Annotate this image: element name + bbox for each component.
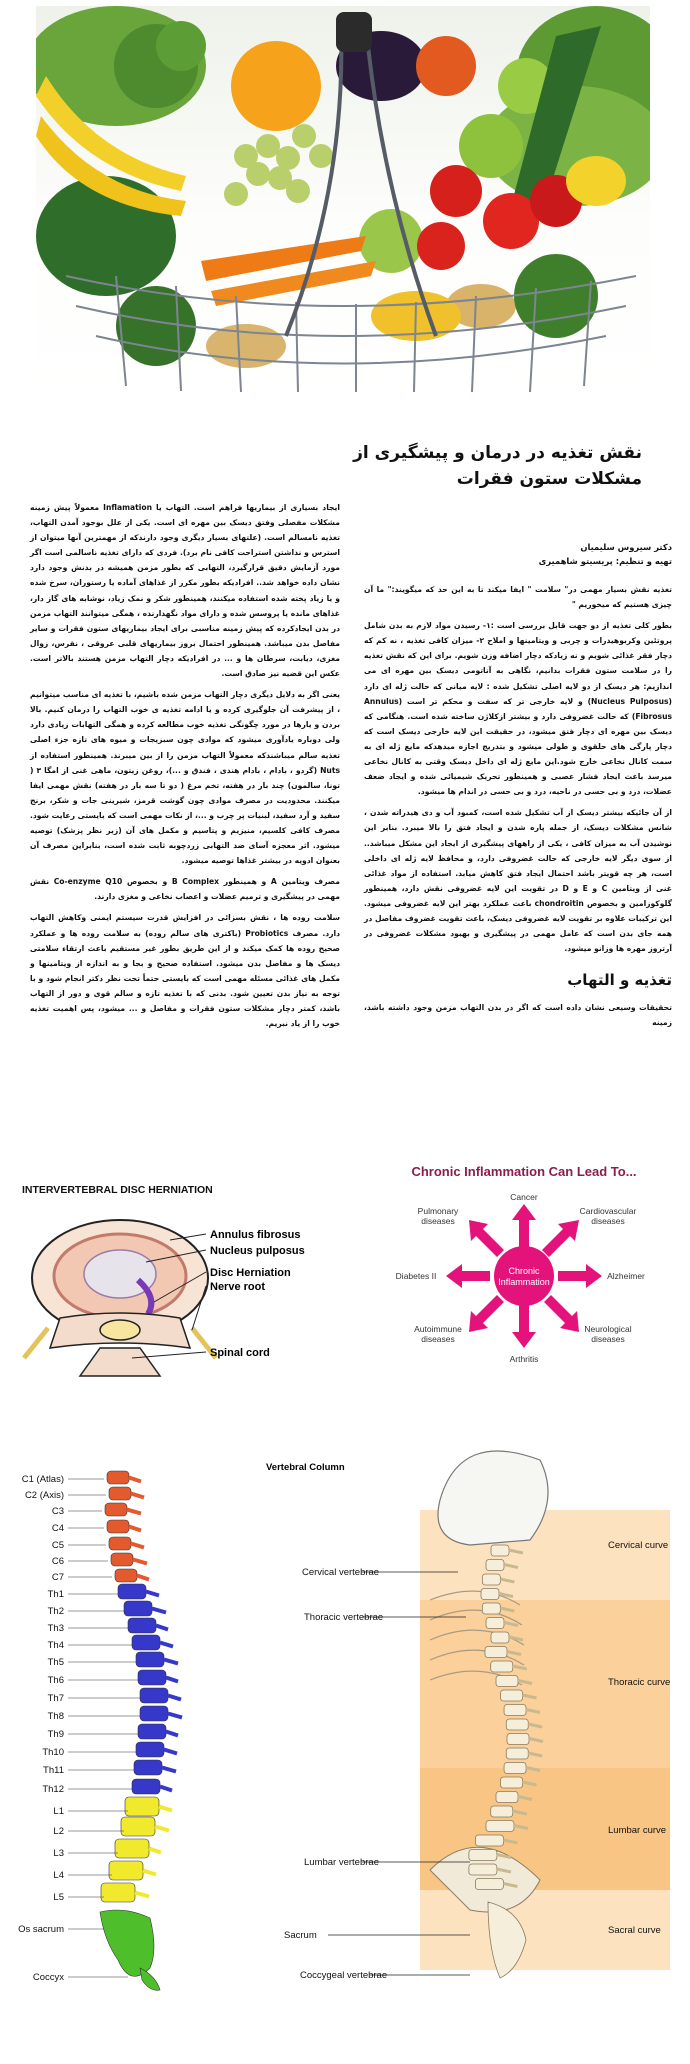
vertebra-label: Th12 [42, 1784, 64, 1795]
side-vertebra [469, 1850, 497, 1861]
label-annulus-fibrosus: Annulus fibrosus [210, 1229, 301, 1241]
vertebra-block [138, 1724, 166, 1739]
outcome-autoimmune-2: diseases [421, 1334, 455, 1344]
paragraph: بطور کلی تغذیه از دو جهت قابل بررسی است :۱- رسیدن مواد لازم به بدن شامل پروتئین وکربوهیدرات و چربی و ویتامینها و املاح ۲- میزان کافی تغذیه ، نه کم که دچار فقر غذائی شویم و نه زیادکه دچار اضافه وزن شویم. برای این که نقش تغذیه را در سلامت ستون فقرات بدانیم، نگاهی به آناتومی دیسک بین مهره ای می اندازیم: هر دیسک از دو لایه اصلی تشکیل شده : لایه میانی که حالت ژله ای دارد (Nucleus Pulposus) و لایه خارجی تر که سفت و محکم تر است (Annulus Fibrosus) که حالت غضروفی دارد و بیشتر ازکلاژن ساخته شده است. هنگامی که دیسک بین مهره ای دچار فتق میشود، در حقیقت این لایه خارجی دیسک است که دچار پارگی های حلقوی و طولی میشود و بتدریج اجازه میدهدکه مایع ژله ای به سمت کانال نخاعی خارج شود.این مایع ژله ای داخل دیسک وقتی به کانال نخاعی میرسد باعث ایجاد فشار عصبی و همینطور تحریک شیمیائی شده و ایجاد ضعف عضلات، درد و بی حسی در ناحیه، درد و بی حسی در اندام ها میشود. [364, 621, 672, 797]
side-vertebra [496, 1676, 518, 1687]
side-vertebra [506, 1719, 528, 1730]
vertebra-label: Th8 [47, 1711, 64, 1722]
skull-illustration [438, 1451, 548, 1545]
vertebra-process [160, 1787, 172, 1791]
vertebra-process [159, 1807, 172, 1811]
vertebra-block [107, 1520, 129, 1533]
label-disc-herniation: Disc Herniation [210, 1267, 291, 1279]
vertebra-label: Th9 [47, 1729, 64, 1740]
side-vertebra [501, 1690, 523, 1701]
vertebra-label: Th5 [47, 1657, 64, 1668]
vertebra-label: C3 [51, 1506, 64, 1517]
label-spinal-cord: Spinal cord [210, 1347, 270, 1359]
vertebra-block [140, 1688, 168, 1703]
produce-basket-photo [36, 6, 650, 392]
vertebral-column-diagram [0, 1440, 690, 2050]
vertebra-label: L3 [53, 1848, 64, 1859]
side-vertebra [475, 1879, 503, 1890]
region-lumbar: Lumbar vertebrae [304, 1857, 379, 1868]
region-coccygeal: Coccygeal vertebrae [300, 1970, 388, 1981]
vertebra-label: L4 [53, 1870, 64, 1881]
side-vertebra [504, 1705, 526, 1716]
vertebra-process [135, 1893, 149, 1897]
side-vertebra [482, 1603, 500, 1614]
vertebra-block [121, 1817, 155, 1836]
vertebra-label: Th2 [47, 1606, 64, 1617]
vertebra-process [129, 1478, 141, 1482]
curve-thoracic: Thoracic curve [608, 1677, 671, 1688]
side-vertebra [507, 1734, 529, 1745]
vertebra-process [137, 1576, 149, 1580]
side-vertebra [491, 1806, 513, 1817]
vertebra-label: L5 [53, 1892, 64, 1903]
side-vertebra [506, 1748, 528, 1759]
vertebra-label: C2 (Axis) [24, 1490, 64, 1501]
vertebra-label: C4 [51, 1523, 64, 1534]
paragraph: یعنی اگر به دلایل دیگری دچار التهاب مزمن شده باشیم، با تغذیه ای مناسب میتوانیم ، از پیشرفت آن جلوگیری کرده و یا ادامه تغذیه ی خوب التهاب را درمان کنیم. بالا بردن و یارها در مورد چگونگی تغذیه خوب مطالعه کرده و همگی التهابات زیادی دارد ولی دوباره یادآوری میشود که موادی چون سبزیجات و میوه های تازه جزء اصلی تغذیه سالم میباشندکه معمولاً التهاب مزمن را از بین میبرند. همینطور استفاده از Nuts (گردو ، بادام ، بادام هندی ، فندق و ...)، روغن زیتون، ماهی غنی از امگا ۳ ( تونا، سالمون) چند بار در هفته، تخم مرغ ( دو تا سه بار در هفته) نقش مهمی ایفا میکنند. محدودیت در مصرف موادی چون گوشت قرمز، شیرینی جات و شکر، برنج سفید و آرد سفید، لبنیات پر چرب و ...، از نکات مهمی است که بایستی رعایت شود. مصرف کافی کلسیم، منیزیم و پتاسیم و مکمل های آن (زیر نظر پزشک) توصیه میشود. اثر معجزه آسای ضد التهابی زردچوبه ثابت شده است، بنابراین مصرف آن بعنوان ادویه در بیشتر غذاها توصیه میشود. [30, 690, 340, 866]
curve-sacral: Sacral curve [608, 1925, 661, 1936]
vertebra-label: Th11 [43, 1765, 64, 1776]
paragraph: سلامت روده ها ، نقش بسزائی در افزایش قدرت سیستم ایمنی وکاهش التهاب دارد. مصرف Probiotics (باکتری های سالم روده) به سلامت روده ها و عملکرد صحیح روده ها کمک میکند و از این طریق بطور غیر مستقیم باعث ارتقاء سلامتی دیسک ها و مفاصل بدن میشود. استفاده صحیح و بجا و به اندازه از ویتامینها و مکمل های غذائی مسئله مهمی است که بایستی حتماً تحت نظر دکتر انجام شود و با توجه به نیاز بدن تعیین شود. بدنی که با تغذیه تازه و سالم قوی و دور از التهاب باشد، کمتر دچار مشکلات ستون فقرات و مفاصل و ... میشود، پس اهمیت تغذیه خوب را از یاد نبریم. [30, 913, 341, 1029]
side-vertebra [491, 1545, 509, 1556]
vertebra-process [131, 1544, 144, 1548]
paragraph: ایجاد بسیاری از بیماریها فراهم است. التهاب یا Inflamation معمولاً پیش زمینه مشکلات مفصلی وفتق دیسک بین مهره ای است. یکی از علل بوجود آمدن التهاب، تغذیه نامسالم است. (علتهای بسیار دیگری وجود دارندکه از مهمترین آنها میتوان از استرس و نداشتن استراحت کافی نام برد). فردی که دارای تغذیه ناسالمی است اگر مورد آزمایش دقیق قرارگیرد، التهابی که بطور مزمن همیشه در بدنش وجود دارد نشان داده خواهد شد.. افرادیکه بطور مکرر از غذاهای آماده یا رستوران، سرخ شده و یا زیاد پخته شده استفاده میکنند، همینطور شکر و نمک زیاد، نوشابه های گاز دار، غذاهای مانده یا پروسس شده و دارای مواد نگهدارنده ، همگی میتوانند التهاب مزمن در بدن ایجادکرده که پیش زمینه مناسبی برای ایجاد بیماریهای ستون فقرات و سایر مفاصل بدن میباشد. همینطور احتمال بروز بیماریهای قلبی عروقی ، نقرس، زوال مغزی، دیابت، سرطان ها و ... در افرادیکه دچار التهاب مزمن هستند بالاتر است. عکس این قضیه نیز صادق است. [30, 503, 340, 679]
side-vertebra [486, 1560, 504, 1571]
prepared-by: تهیه و تنظیم: پریسیتو شاهمیری [538, 556, 672, 566]
label-nucleus-pulposus: Nucleus pulposus [210, 1245, 305, 1257]
vertebra-label: L1 [53, 1806, 64, 1817]
article-title-line-1: نقش تغذیه در درمان و پیشگیری از [353, 443, 642, 463]
vertebra-block [111, 1553, 133, 1566]
vertebra-label: C7 [51, 1572, 64, 1583]
vertebra-block [140, 1706, 168, 1721]
vertebra-block [107, 1471, 129, 1484]
vertebra-process [168, 1714, 182, 1718]
side-vertebra [482, 1574, 500, 1585]
side-vertebra [486, 1821, 514, 1832]
vertebra-block [132, 1779, 160, 1794]
vertebra-process [164, 1750, 177, 1754]
vertebra-block [118, 1584, 146, 1599]
side-vertebra [491, 1632, 509, 1643]
outcome-arthritis: Arthritis [509, 1354, 539, 1364]
side-vertebra [504, 1763, 526, 1774]
vertebra-process [149, 1849, 161, 1853]
side-vertebra [496, 1792, 518, 1803]
vertebra-label: Th6 [47, 1675, 64, 1686]
vertebra-process [156, 1626, 168, 1630]
outcome-neurological: Neurological [584, 1324, 632, 1334]
vertebra-label: C5 [51, 1540, 64, 1551]
vertebra-process [131, 1494, 144, 1498]
vertebra-block [101, 1883, 135, 1902]
outcome-cardiovascular-2: diseases [591, 1216, 625, 1226]
label-nerve-root: Nerve root [210, 1281, 266, 1293]
vertebra-label: Th10 [42, 1747, 64, 1758]
outcome-neurological-2: diseases [591, 1334, 625, 1344]
vertebra-block [109, 1861, 143, 1880]
vertebra-process [164, 1660, 178, 1664]
vertebra-process [168, 1696, 181, 1700]
curve-cervical: Cervical curve [608, 1540, 669, 1551]
vertebra-block [138, 1670, 166, 1685]
vertebra-label: Th1 [47, 1589, 64, 1600]
vertebra-block [134, 1760, 162, 1775]
vertebra-process [146, 1592, 159, 1596]
section-heading: تغذیه و التهاب [567, 971, 672, 990]
vertebra-block [124, 1601, 152, 1616]
center-label-line-2: Inflammation [498, 1277, 550, 1287]
curve-lumbar: Lumbar curve [608, 1825, 667, 1836]
vertebra-process [166, 1732, 178, 1736]
vertebra-label: C6 [51, 1556, 64, 1567]
vertebra-label: Th7 [47, 1693, 64, 1704]
side-vertebra [486, 1618, 504, 1629]
vertebra-block [115, 1839, 149, 1858]
vertebra-process [127, 1510, 141, 1514]
vertebra-block [128, 1618, 156, 1633]
side-vertebra [481, 1589, 499, 1600]
chronic-inflammation-diagram [376, 1158, 672, 1390]
article-column-right [364, 540, 672, 1036]
region-sacrum: Sacrum [284, 1930, 317, 1941]
coccyx-shape [140, 1968, 160, 1990]
outcome-diabetes: Diabetes II [395, 1271, 437, 1281]
region-thoracic: Thoracic vertebrae [304, 1612, 384, 1623]
vertebra-block [109, 1537, 131, 1550]
center-label-line-1: Chronic [508, 1266, 540, 1276]
vertebra-block [132, 1635, 160, 1650]
outcome-cardiovascular: Cardiovascular [579, 1206, 637, 1216]
article-title-line-2: مشکلات ستون فقرات [456, 469, 642, 489]
vertebra-label: Coccyx [32, 1972, 64, 1983]
vertebra-block [115, 1569, 137, 1582]
vertebra-process [143, 1871, 156, 1875]
colored-spine [100, 1471, 182, 1990]
paragraph: تحقیقات وسیعی نشان داده است که اگر در بدن التهاب مزمن وجود داشته باشد، زمینه [364, 1003, 672, 1028]
paragraph: مصرف ویتامین A و همینطور B Complex و بخصوص Co-enzyme Q10 نقش مهمی در پیشگیری و ترمیم عضلات و اعصاب نخاعی و مغزی دارند. [30, 877, 340, 902]
vertebra-label: Th4 [47, 1640, 64, 1651]
vertebra-block [136, 1652, 164, 1667]
vertebra-process [162, 1768, 176, 1772]
sacrum-shape [100, 1910, 154, 1976]
paragraph: تغذیه نقش بسیار مهمی در" سلامت " ایفا میکند تا به این حد که میگویند:" ما آن چیزی هستیم که میخوریم " [364, 585, 672, 610]
chronic-panel-title: Chronic Inflammation Can Lead To... [411, 1164, 637, 1179]
vertebra-label: Os sacrum [18, 1924, 64, 1935]
vertebra-block [109, 1487, 131, 1500]
article-title [342, 440, 642, 492]
paragraph: از آن جائیکه بیشتر دیسک از آب تشکیل شده است، کمبود آب و دی هیدراته شدن ، شانس مشکلات دیسک، از جمله پاره شدن و ایجاد فتق را بالا میبرد. بنابر این نوشیدن آب به میزان کافی ، یکی از راههای پیشگیری از ایجاد این مشکل میباشد.. از سوی دیگر لایه خارجی که حالت غضروفی دارد، و محافظ لایه ژله ای داخلی است، هر چه قویتر باشد احتمال ایجاد فتق کاهش میابد. استفاده از مواد غذائی غنی از ویتامین C و E و D در تقویت این لایه غضروفی نقش دارد، همینطور گلوکوزامین و بخصوص chondroitin باعث عملکرد بهتر این لایه غضروفی میشود. این ترکیبات علاوه بر تقویت لایه غضروفی دیسک، باعث تقویت غضروف مفاصل در همه جای بدن است که عامل مهمی در پیشگیری و بهبود مشکلات غضروفی در آرتروز مهره ها وزانو میشود. [364, 808, 673, 954]
vertebra-block [125, 1797, 159, 1816]
region-cervical: Cervical vertebrae [302, 1567, 380, 1578]
vertebra-process [166, 1678, 178, 1682]
vertebra-process [133, 1560, 147, 1564]
vertebra-label: L2 [53, 1826, 64, 1837]
article-column-left [30, 500, 340, 1037]
vertebra-block [105, 1503, 127, 1516]
outcome-alzheimer: Alzheimer [607, 1271, 645, 1281]
side-vertebra [491, 1661, 513, 1672]
vertebra-label: Th3 [47, 1623, 64, 1634]
disc-herniation-diagram [20, 1198, 350, 1378]
side-vertebra [501, 1777, 523, 1788]
vertebra-process [129, 1527, 141, 1531]
author-name: دکتر سیروس سلیمیان [580, 542, 672, 552]
vertebra-process [160, 1643, 173, 1647]
vertebra-process [152, 1609, 166, 1613]
side-vertebra [469, 1864, 497, 1875]
vertebra-label: C1 (Atlas) [21, 1474, 64, 1485]
outcome-cancer: Cancer [510, 1192, 538, 1202]
vertebra-block [136, 1742, 164, 1757]
side-vertebra [475, 1835, 503, 1846]
outcome-pulmonary-2: diseases [421, 1216, 455, 1226]
vertebra-process [155, 1827, 169, 1831]
outcome-pulmonary: Pulmonary [417, 1206, 459, 1216]
outcome-autoimmune: Autoimmune [414, 1324, 462, 1334]
spine-title: Vertebral Column [266, 1462, 345, 1473]
disc-diagram-title: INTERVERTEBRAL DISC HERNIATION [22, 1184, 213, 1196]
side-vertebra [485, 1647, 507, 1658]
